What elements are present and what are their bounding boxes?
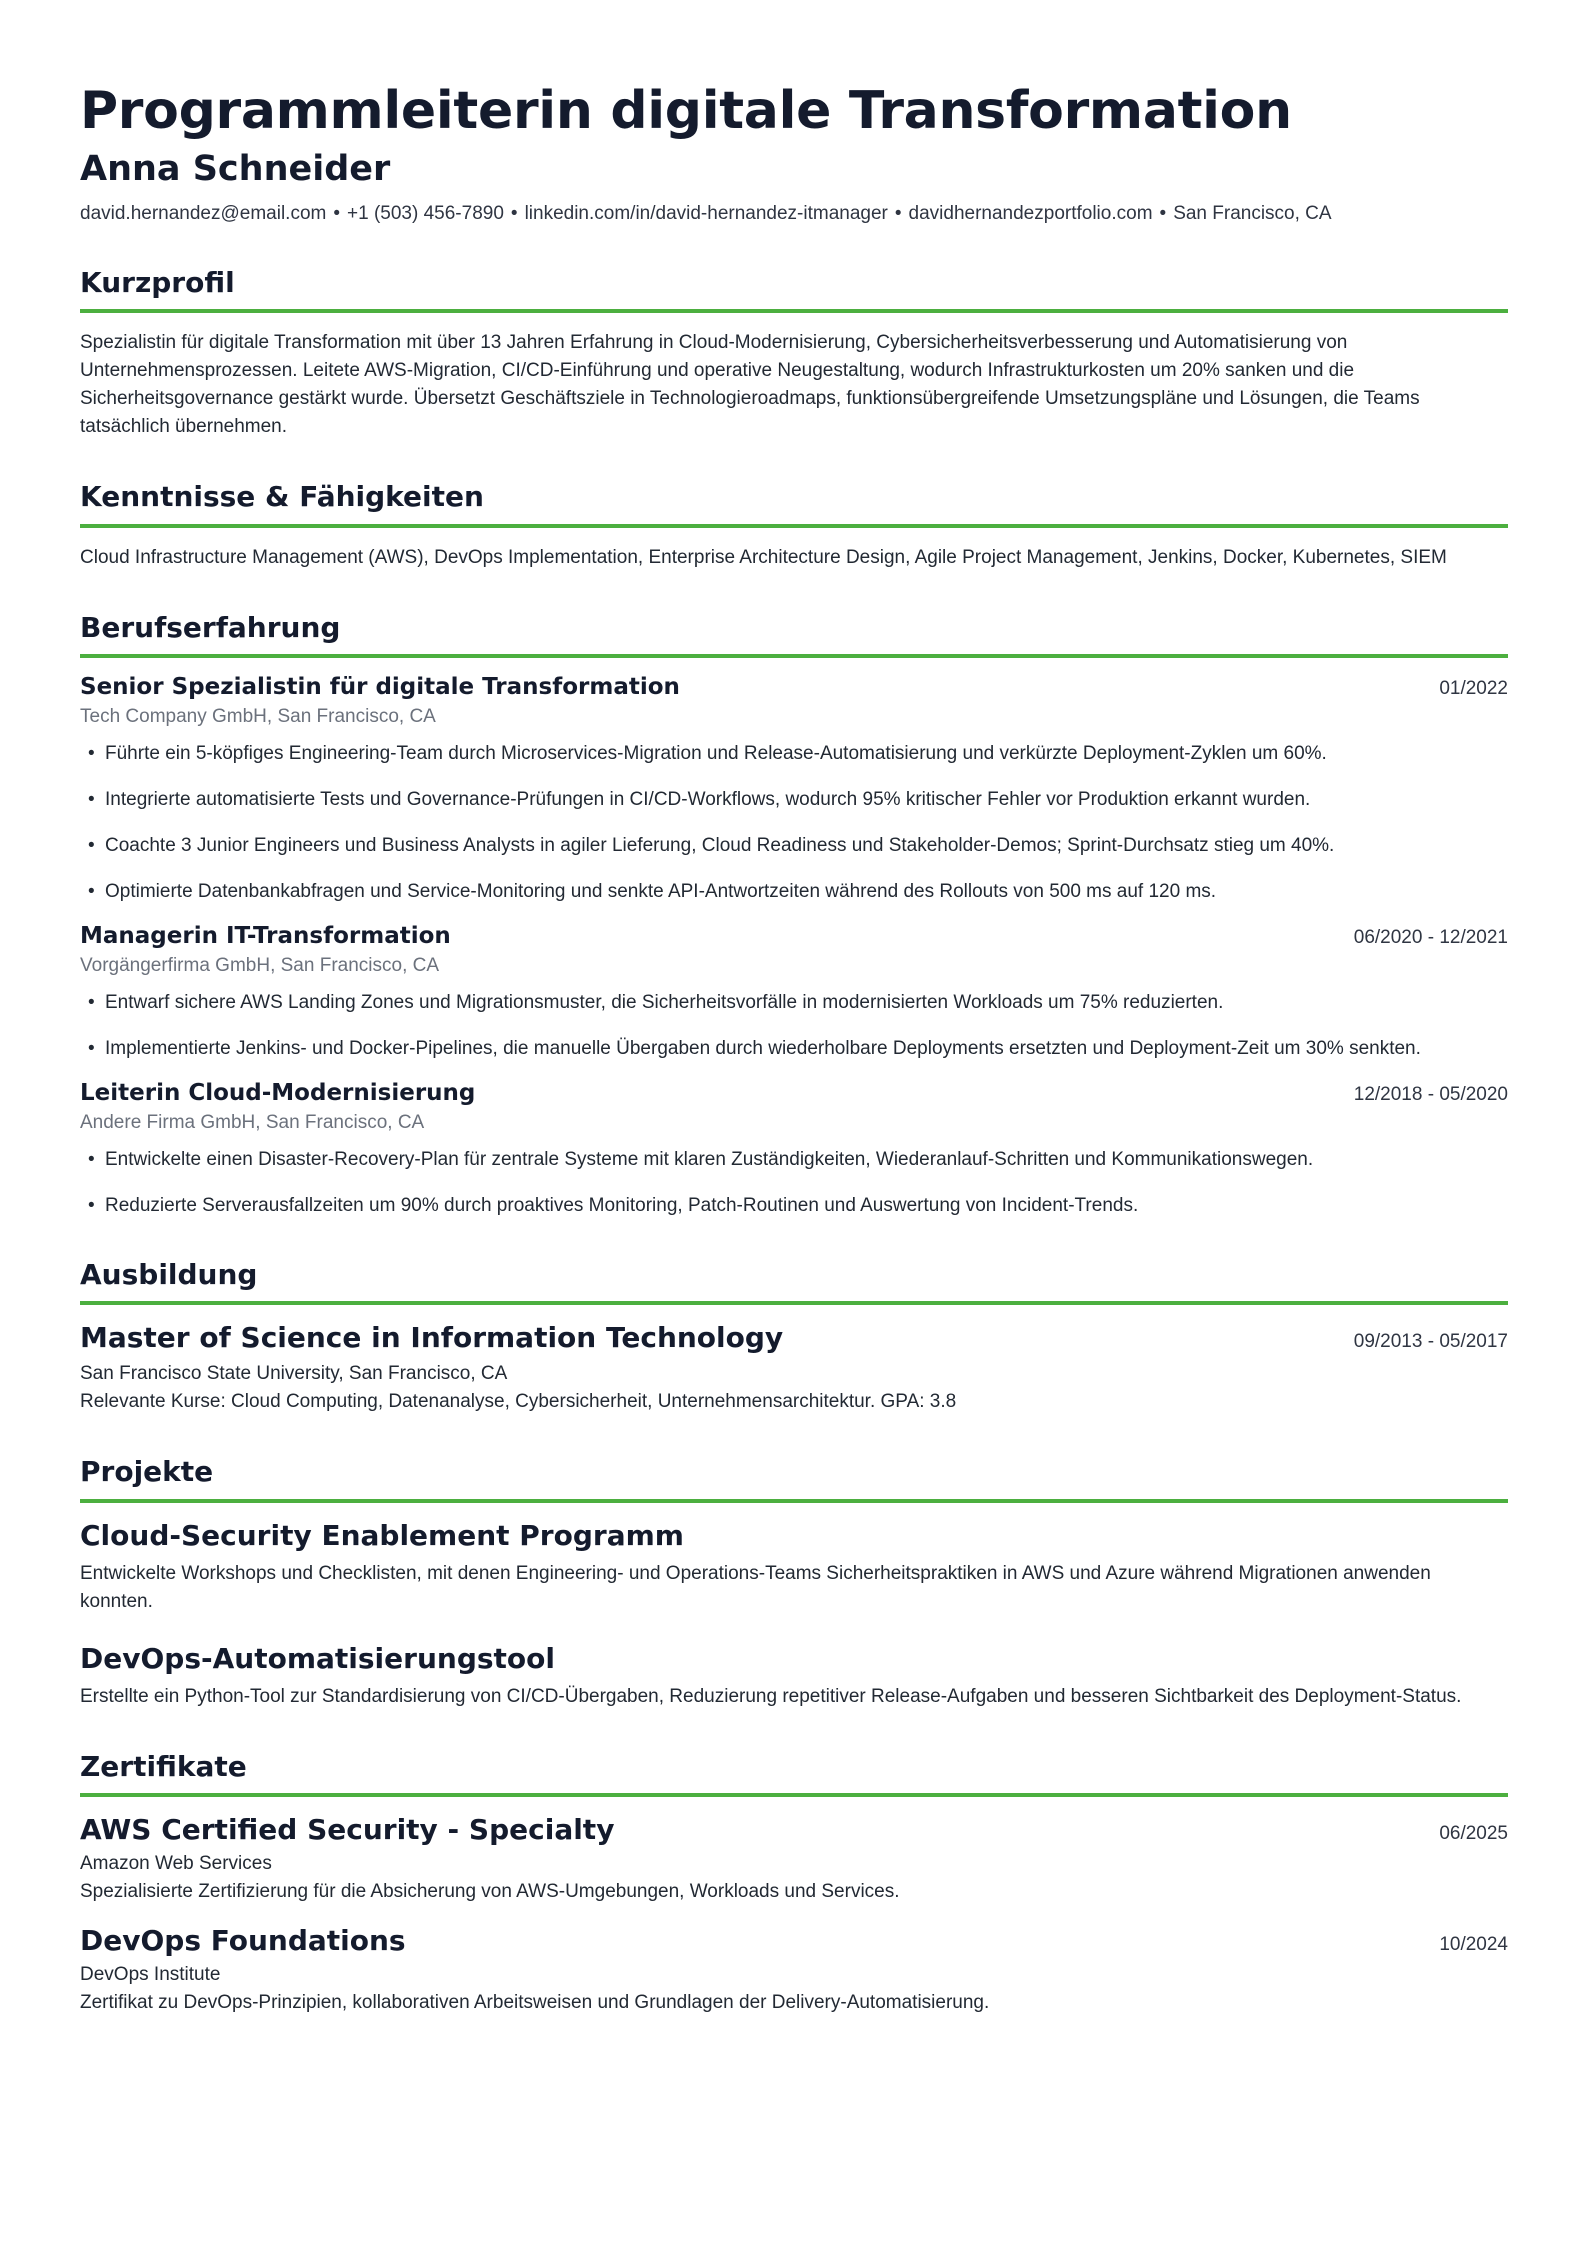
certificate-date: 06/2025: [1439, 1823, 1508, 1845]
project-title: DevOps-Automatisierungstool: [80, 1641, 555, 1675]
job-entry: [80, 923, 1508, 1062]
bullet-icon: •: [88, 743, 95, 764]
job-bullet: [80, 786, 1508, 813]
job-date: 12/2018 - 05/2020: [1353, 1084, 1508, 1105]
job-date: 06/2020 - 12/2021: [1353, 927, 1508, 948]
job-bullet-text: Optimierte Datenbankabfragen und Service-Monitoring und senkte API-Antwortzeiten während des Rollouts von 500 ms auf 120 ms.: [105, 881, 1217, 902]
bullet-icon: •: [88, 1195, 95, 1216]
section-heading-summary: Kurzprofil: [80, 265, 1508, 313]
contact-location: San Francisco, CA: [1173, 203, 1332, 225]
project-title: Cloud-Security Enablement Programm: [80, 1518, 684, 1552]
contact-separator: •: [333, 203, 341, 225]
bullet-icon: •: [88, 835, 95, 856]
skills-text: Cloud Infrastructure Management (AWS), DevOps Implementation, Enterprise Architecture Design, Agile Project Management, Jenkins, Docker, Kubernetes, SIEM: [80, 546, 1447, 568]
project-description: Erstellte ein Python-Tool zur Standardisierung von CI/CD-Übergaben, Reduzierung repetitiver Release-Aufgaben und besseren Sichtbarkeit des Deployment-Status.: [80, 1685, 1462, 1707]
bullet-icon: •: [88, 789, 95, 810]
job-bullet: [80, 1035, 1508, 1062]
certificate-issuer: Amazon Web Services: [80, 1853, 272, 1875]
job-company: Vorgängerfirma GmbH, San Francisco, CA: [80, 955, 440, 976]
job-bullet-text: Entwickelte einen Disaster-Recovery-Plan für zentrale Systeme mit klaren Zuständigkeiten, Wiederanlauf-Schritten und Kommunikationswegen.: [105, 1149, 1314, 1170]
certificates-section: [80, 1749, 1508, 2017]
education-school: San Francisco State University, San Francisco, CA: [80, 1363, 508, 1385]
job-bullet-text: Coachte 3 Junior Engineers und Business Analysts in agiler Lieferung, Cloud Readiness und Stakeholder-Demos; Sprint-Durchsatz stieg um 40%.: [105, 835, 1335, 856]
job-bullet-text: Reduzierte Serverausfallzeiten um 90% durch proaktives Monitoring, Patch-Routinen und Auswertung von Incident-Trends.: [105, 1195, 1139, 1216]
job-bullet: [80, 832, 1508, 859]
document-title: Programmleiterin digitale Transformation: [80, 81, 1292, 141]
job-bullet-text: Implementierte Jenkins- und Docker-Pipelines, die manuelle Übergaben durch wiederholbare Deployments ersetzten und Deployment-Zeit um 30% senkten.: [105, 1038, 1421, 1059]
bullet-icon: •: [88, 1038, 95, 1059]
job-title: Senior Spezialistin für digitale Transformation: [80, 674, 680, 700]
certificate-entry: [80, 1924, 1508, 2017]
education-date: 09/2013 - 05/2017: [1353, 1331, 1508, 1353]
contact-linkedin: linkedin.com/in/david-hernandez-itmanager: [524, 203, 888, 225]
section-heading-certificates: Zertifikate: [80, 1749, 1508, 1797]
project-description: Entwickelte Workshops und Checklisten, mit denen Engineering- und Operations-Teams Sicherheitspraktiken in AWS und Azure während Migrationen anwenden konnten.: [80, 1562, 1431, 1612]
job-entry: [80, 674, 1508, 905]
certificate-title: AWS Certified Security - Specialty: [80, 1813, 615, 1847]
skills-section: [80, 479, 1508, 571]
certificate-date: 10/2024: [1439, 1934, 1508, 1956]
project-entry: [80, 1642, 1508, 1711]
certificate-title: DevOps Foundations: [80, 1924, 406, 1958]
job-bullet-text: Integrierte automatisierte Tests und Governance-Prüfungen in CI/CD-Workflows, wodurch 95% kritischer Fehler vor Produktion erkannt wurden.: [105, 789, 1311, 810]
contact-email: david.hernandez@email.com: [80, 203, 327, 225]
section-heading-skills: Kenntnisse & Fähigkeiten: [80, 479, 1508, 527]
job-bullet: [80, 878, 1508, 905]
contact-phone: +1 (503) 456-7890: [347, 203, 504, 225]
contact-separator: •: [894, 203, 902, 225]
experience-section: [80, 610, 1508, 1219]
job-title: Managerin IT-Transformation: [80, 923, 451, 949]
job-bullet-text: Entwarf sichere AWS Landing Zones und Migrationsmuster, die Sicherheitsvorfälle in modernisierten Workloads um 75% reduzierten.: [105, 992, 1224, 1013]
job-title: Leiterin Cloud-Modernisierung: [80, 1080, 476, 1106]
certificate-issuer: DevOps Institute: [80, 1964, 221, 1986]
job-bullet-list: [80, 740, 1508, 905]
certificate-description: Zertifikat zu DevOps-Prinzipien, kollaborativen Arbeitsweisen und Grundlagen der Delivery-Automatisierung.: [80, 1992, 990, 2014]
summary-text: Spezialistin für digitale Transformation mit über 13 Jahren Erfahrung in Cloud-Modernisierung, Cybersicherheitsverbesserung und Automatisierung von Unternehmensprozessen. Leitete AWS-Migration, CI/CD-Einführung und operative Neugestaltung, wodurch Infrastrukturkosten um 20% sanken und die Sicherheitsgovernance gestärkt wurde. Übersetzt Geschäftsziele in Technologieroadmaps, funktionsübergreifende Umsetzungspläne und Lösungen, die Teams tatsächlich übernehmen.: [80, 332, 1420, 438]
contact-separator: •: [510, 203, 518, 225]
contact-line: [80, 202, 1508, 227]
project-entry: [80, 1519, 1508, 1616]
job-company: Andere Firma GmbH, San Francisco, CA: [80, 1112, 425, 1133]
job-bullet-text: Führte ein 5-köpfiges Engineering-Team durch Microservices-Migration und Release-Automatisierung und verkürzte Deployment-Zyklen um 60%.: [105, 743, 1327, 764]
job-date: 01/2022: [1439, 678, 1508, 699]
certificate-entry: [80, 1813, 1508, 1906]
bullet-icon: •: [88, 992, 95, 1013]
job-bullet: [80, 740, 1508, 767]
section-heading-projects: Projekte: [80, 1454, 1508, 1502]
job-bullet: [80, 1192, 1508, 1219]
contact-separator: •: [1159, 203, 1167, 225]
education-details: Relevante Kurse: Cloud Computing, Datenanalyse, Cybersicherheit, Unternehmensarchitektur. GPA: 3.8: [80, 1391, 957, 1413]
projects-section: [80, 1454, 1508, 1710]
job-bullet-list: [80, 1146, 1508, 1219]
certificate-description: Spezialisierte Zertifizierung für die Absicherung von AWS-Umgebungen, Workloads und Services.: [80, 1881, 900, 1903]
job-company: Tech Company GmbH, San Francisco, CA: [80, 706, 436, 727]
section-heading-education: Ausbildung: [80, 1257, 1508, 1305]
job-bullet-list: [80, 989, 1508, 1062]
summary-section: [80, 265, 1508, 441]
person-name: Anna Schneider: [80, 149, 391, 190]
bullet-icon: •: [88, 881, 95, 902]
job-bullet: [80, 1146, 1508, 1173]
job-bullet: [80, 989, 1508, 1016]
education-section: [80, 1257, 1508, 1416]
bullet-icon: •: [88, 1149, 95, 1170]
section-heading-experience: Berufserfahrung: [80, 610, 1508, 658]
contact-portfolio: davidhernandezportfolio.com: [908, 203, 1153, 225]
job-entry: [80, 1080, 1508, 1219]
education-degree: Master of Science in Information Technology: [80, 1321, 784, 1355]
